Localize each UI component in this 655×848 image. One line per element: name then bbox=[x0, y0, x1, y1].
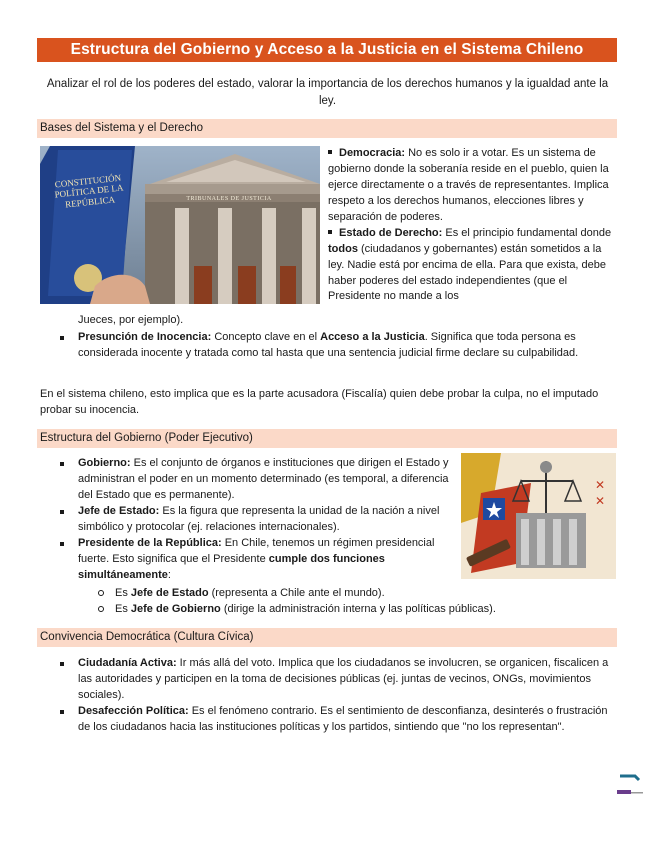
bullet-icon bbox=[60, 710, 64, 714]
list-item-presidente bbox=[78, 536, 454, 584]
list-item-desafeccion bbox=[78, 704, 618, 736]
sub2-pre: Es bbox=[115, 602, 131, 615]
section-heading-convivencia: Convivencia Democrática (Cultura Cívica) bbox=[37, 628, 617, 647]
term-presidente: Presidente de la República: bbox=[78, 536, 222, 549]
term-presuncion: Presunción de Inocencia: bbox=[78, 331, 212, 343]
logo-graphic bbox=[615, 770, 645, 800]
text-presuncion-2: . Significa que toda persona es considerada inocente y tratada como tal hasta que una sentencia judicial firme declare su culpabilidad. bbox=[78, 331, 579, 359]
bullet-icon bbox=[60, 510, 64, 514]
page-title: Estructura del Gobierno y Acceso a la Justicia en el Sistema Chileno bbox=[37, 38, 617, 62]
bullet-icon bbox=[328, 150, 332, 154]
section-heading-gobierno: Estructura del Gobierno (Poder Ejecutivo) bbox=[37, 429, 617, 448]
sub1-term: Jefe de Estado bbox=[130, 587, 209, 599]
text-democracia: No es solo ir a votar. Es un sistema de gobierno donde la soberanía reside en el pueblo, quien la ejerce directamente o a través de representantes. Implica respeto a los derechos humanos, elecciones libres y separación de poderes. bbox=[328, 147, 609, 223]
sub2-text: (dirige la administración interna y las políticas públicas). bbox=[220, 602, 496, 615]
bullet-icon bbox=[60, 462, 64, 466]
svg-text:✕: ✕ bbox=[595, 478, 606, 492]
list-item-ciudadania bbox=[78, 656, 618, 704]
paragraph-fiscalia: En el sistema chileno, esto implica que es la parte acusadora (Fiscalía) quien debe probar la culpa, no el imputado probar su inocencia. bbox=[40, 388, 599, 416]
term-jefe-estado: Jefe de Estado: bbox=[78, 504, 160, 517]
sub1-pre: Es bbox=[115, 587, 131, 599]
justice-collage-image bbox=[461, 453, 616, 579]
section-heading-bases: Bases del Sistema y el Derecho bbox=[37, 119, 617, 138]
courthouse-illustration bbox=[40, 146, 320, 304]
text-presidente-1: En Chile, tenemos un régimen presidencial fuerte. Esto significa que el Presidente bbox=[78, 536, 435, 565]
term-democracia: Democracia: bbox=[339, 147, 406, 159]
term-desafeccion: Desafección Política: bbox=[78, 704, 189, 717]
bullet-icon bbox=[60, 662, 64, 666]
text-estado-tail: Jueces, por ejemplo). bbox=[78, 314, 184, 326]
sub1-text: (representa a Chile ante el mundo). bbox=[208, 587, 385, 599]
svg-text:✕: ✕ bbox=[595, 494, 606, 508]
text-jefe-estado: Es la figura que representa la unidad de la nación a nivel simbólico y protocolar (ej. relaciones internacionales). bbox=[78, 504, 440, 533]
term-gobierno: Gobierno: bbox=[78, 457, 131, 469]
list-item-estado-derecho bbox=[328, 226, 620, 306]
list-item-jefe-estado bbox=[78, 504, 454, 536]
circle-bullet-icon bbox=[98, 590, 104, 596]
bullet-icon bbox=[60, 542, 64, 546]
courthouse-image bbox=[40, 146, 320, 304]
text-estado-1: Es el principio fundamental donde bbox=[442, 226, 612, 239]
list-item-gobierno bbox=[78, 456, 454, 504]
sub2-term: Jefe de Gobierno bbox=[130, 602, 221, 615]
text-presuncion-bold: Acceso a la Justicia bbox=[320, 331, 425, 343]
bullet-icon bbox=[328, 230, 332, 234]
text-estado-todos: todos bbox=[328, 242, 358, 255]
corner-logo-icon bbox=[615, 770, 645, 800]
page-subtitle: Analizar el rol de los poderes del estado, valorar la importancia de los derechos humanos y la igualdad ante la ley. bbox=[46, 78, 609, 108]
text-desafeccion: Es el fenómeno contrario. Es el sentimiento de desconfianza, desinterés o frustración de los ciudadanos hacia las instituciones políticas y los partidos, sintiendo que "no los representan". bbox=[78, 704, 608, 733]
text-ciudadania: Ir más allá del voto. Implica que los ciudadanos se involucren, se organicen, fiscalicen a las autoridades y participen en la toma de decisiones públicas (ej. juntas de vecinos, ONGs, movimientos sociales). bbox=[78, 657, 609, 701]
list-item-democracia bbox=[328, 146, 620, 226]
sub-item-jefe-gobierno bbox=[115, 602, 615, 618]
list-item-presuncion bbox=[78, 330, 618, 362]
courthouse-sign-text: TRIBUNALES DE JUSTICIA bbox=[186, 196, 272, 202]
justice-illustration bbox=[461, 453, 616, 579]
circle-bullet-icon bbox=[98, 606, 104, 612]
sub-item-jefe-estado bbox=[115, 586, 615, 602]
text-estado-2: (ciudadanos y gobernantes) están sometidos a la ley. Nadie está por encima de ella. Para que exista, debe haber poderes del estado independientes (que el Presidente no mande a los bbox=[328, 242, 607, 303]
constitution-book-text: CONSTITUCIÓN POLÍTICA DE LA REPÚBLICA bbox=[54, 172, 124, 210]
term-estado-derecho: Estado de Derecho: bbox=[339, 226, 443, 239]
bullet-icon bbox=[60, 336, 64, 340]
text-gobierno: Es el conjunto de órganos e instituciones que dirigen el Estado y administran el poder en un momento determinado (es temporal, a diferencia del Estado que es permanente). bbox=[78, 457, 449, 501]
text-presidente-bold: cumple dos funciones simultáneamente bbox=[78, 552, 385, 581]
term-ciudadania: Ciudadanía Activa: bbox=[78, 657, 177, 669]
text-presuncion-1: Concepto clave en el bbox=[211, 331, 321, 343]
text-presidente-2: : bbox=[167, 568, 171, 581]
